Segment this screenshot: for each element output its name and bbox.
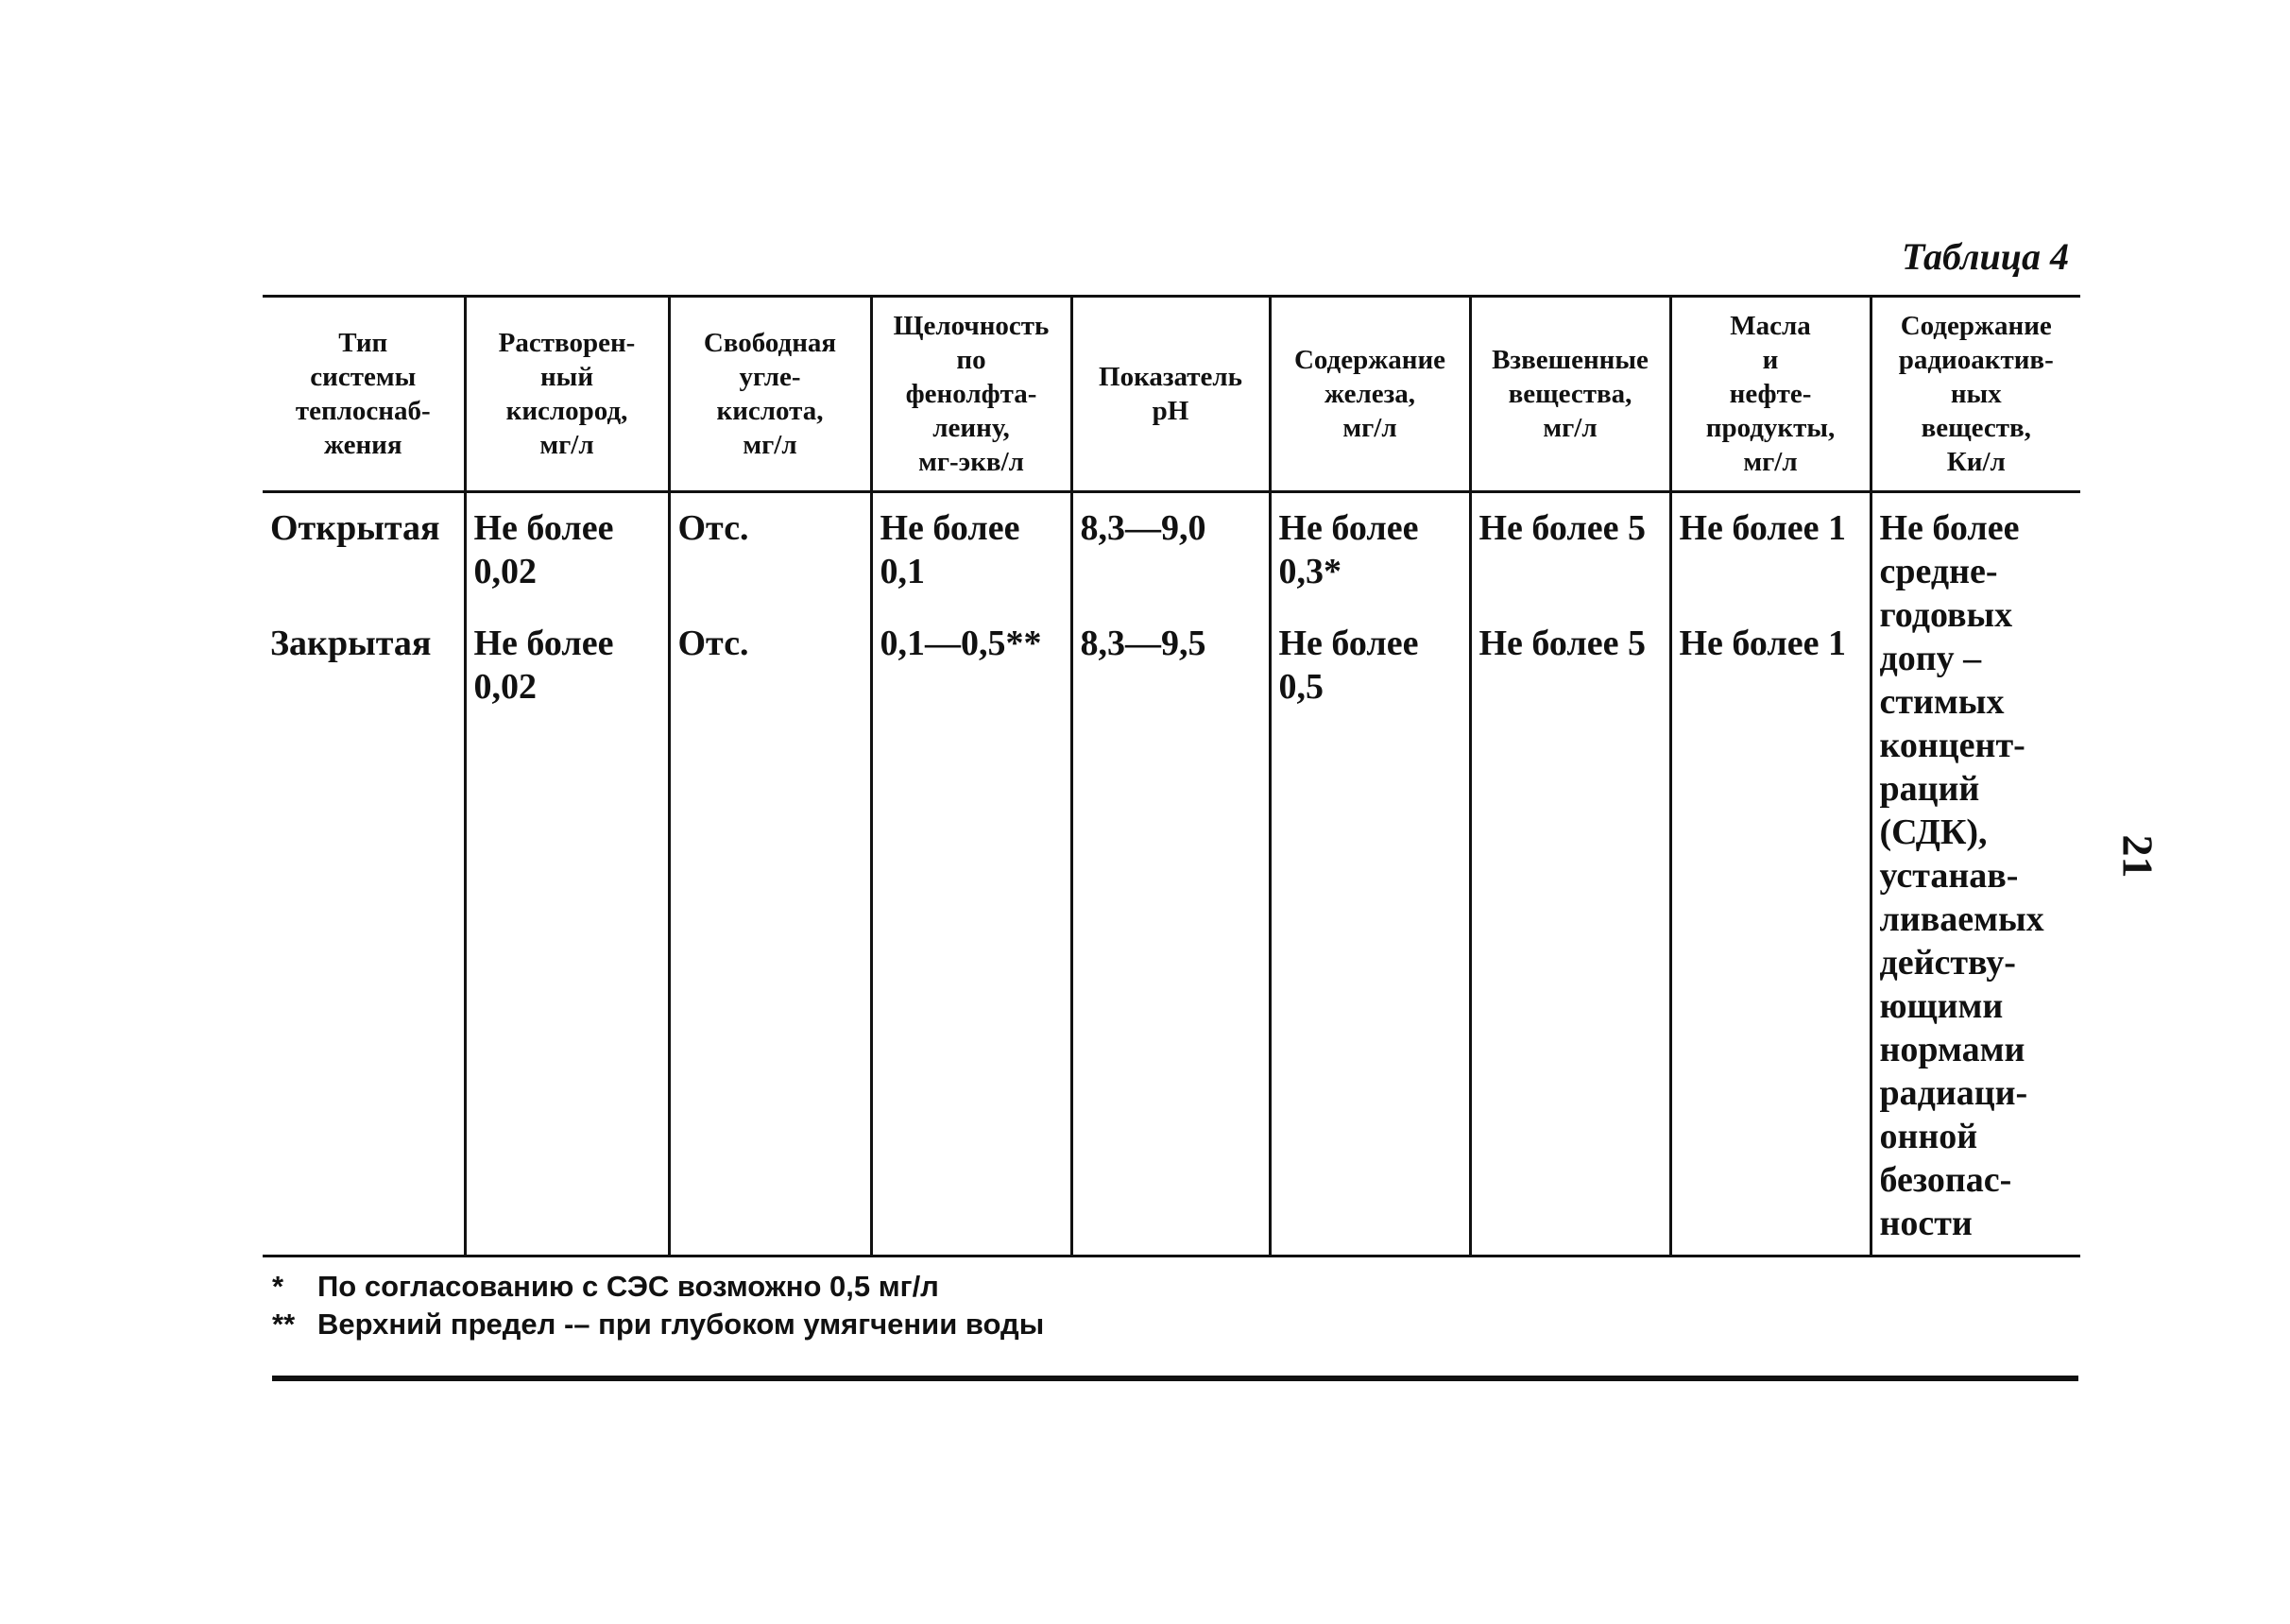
header-radioactive: Содержание радиоактив- ных веществ, Ки/л <box>1871 297 2080 492</box>
header-iron: Содержание железа, мг/л <box>1270 297 1470 492</box>
header-dissolved-oxygen: Растворен- ный кислород, мг/л <box>465 297 669 492</box>
header-oils: Масла и нефте- продукты, мг/л <box>1670 297 1871 492</box>
cell-ph-open: 8,3—9,0 <box>1071 492 1270 613</box>
cell-alkalinity-closed: 0,1—0,5** <box>871 612 1071 1256</box>
cell-co2-closed: Отс. <box>669 612 871 1256</box>
cell-oxygen-closed: Не более 0,02 <box>465 612 669 1256</box>
footnote-mark: * <box>272 1270 284 1303</box>
table-row-closed <box>263 612 2080 1256</box>
cell-type-closed: Закрытая <box>263 612 465 1256</box>
table-caption: Таблица 4 <box>1902 235 2069 278</box>
cell-oxygen-open: Не более 0,02 <box>465 492 669 613</box>
footnote-2 <box>272 1306 1044 1343</box>
table-row-open <box>263 492 2080 613</box>
header-ph: Показатель pH <box>1071 297 1270 492</box>
footnote-text: Верхний предел -– при глубоком умягчении воды <box>317 1308 1045 1341</box>
cell-type-open: Открытая <box>263 492 465 613</box>
water-quality-table <box>263 295 2080 1257</box>
cell-iron-open: Не более 0,3* <box>1270 492 1470 613</box>
cell-alkalinity-open: Не более 0,1 <box>871 492 1071 613</box>
header-suspended: Взвешенные вещества, мг/л <box>1470 297 1670 492</box>
footnote-mark: ** <box>272 1308 296 1341</box>
header-system-type: Тип системы теплоснаб- жения <box>263 297 465 492</box>
page-number: 21 <box>2113 834 2162 879</box>
cell-co2-open: Отс. <box>669 492 871 613</box>
cell-suspended-closed: Не более 5 <box>1470 612 1670 1256</box>
header-free-co2: Свободная угле- кислота, мг/л <box>669 297 871 492</box>
cell-radioactive: Не более средне- годовых допу – стимых концент- раций (СДК), устанав- ливаемых действу- ющими нормами радиаци- онной безопас- ности <box>1871 492 2080 1256</box>
cell-suspended-open: Не более 5 <box>1470 492 1670 613</box>
footnote-text: По согласованию с СЭС возможно 0,5 мг/л <box>317 1270 939 1303</box>
footnote-1 <box>272 1268 1044 1306</box>
bottom-rule <box>272 1376 2078 1381</box>
cell-oils-closed: Не более 1 <box>1670 612 1871 1256</box>
header-row <box>263 297 2080 492</box>
water-quality-table-container <box>263 295 2080 1257</box>
cell-ph-closed: 8,3—9,5 <box>1071 612 1270 1256</box>
cell-oils-open: Не более 1 <box>1670 492 1871 613</box>
cell-iron-closed: Не более 0,5 <box>1270 612 1470 1256</box>
footnotes <box>272 1268 1044 1343</box>
header-alkalinity: Щелочность по фенолфта- леину, мг-экв/л <box>871 297 1071 492</box>
